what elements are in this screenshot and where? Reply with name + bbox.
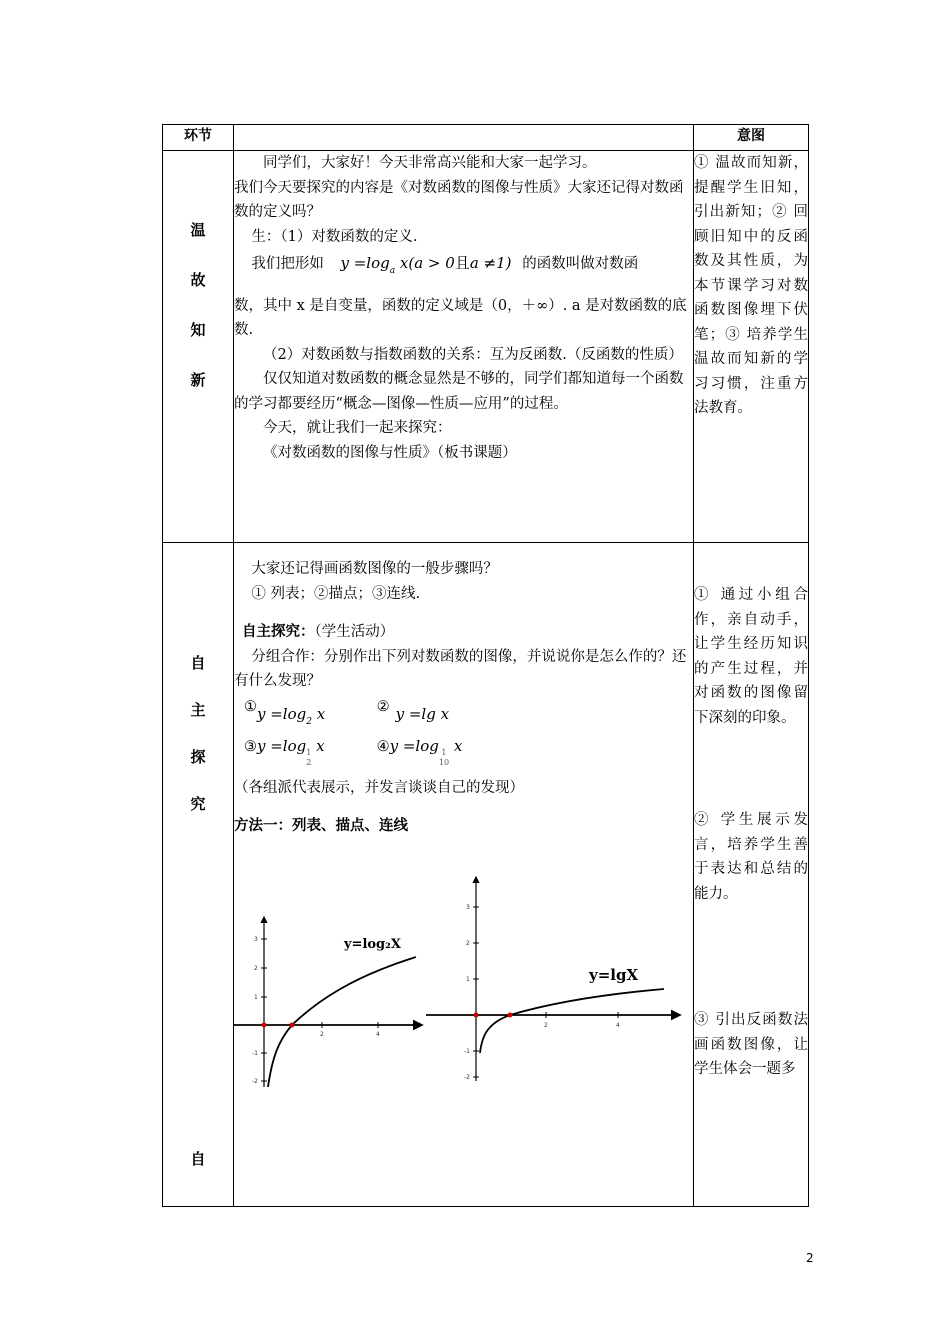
today-intro: 今天，就让我们一起来探究： — [263, 420, 452, 436]
function-item: ② y =lg x — [376, 698, 450, 723]
x-tick-label: 4 — [616, 1021, 620, 1029]
section1-intent: ① 温故而知新，提醒学生旧知，引出新知；② 回顾旧知中的反函数及其性质，为本节课学习对数函数图像埋下伏笔；③ 培养学生温故而知新的学习习惯，注重方法教育。 — [694, 151, 809, 543]
steps-question: 大家还记得画函数图像的一般步骤吗？ — [251, 561, 498, 577]
y-tick-label: 1 — [466, 975, 470, 983]
point-marker — [290, 1022, 295, 1027]
point-marker — [474, 1012, 479, 1017]
domain-text: 数，其中 x 是自变量，函数的定义域是（0，＋∞）. a 是对数函数的底数. — [234, 297, 687, 338]
header-stage: 环节 — [163, 125, 234, 151]
group-task: 分组合作：分别作出下列对数函数的图像，并说说你是怎么作的？还有什么发现？ — [234, 648, 687, 689]
graph1-label: y=log₂X — [344, 936, 401, 952]
greeting: 同学们，大家好！今天非常高兴能和大家一起学习。 — [263, 155, 597, 171]
intent-3: ③ 引出反函数法画函数图像，让学生体会一题多 — [694, 1012, 808, 1077]
group-presentation: （各组派代表展示，并发言谈谈自己的发现） — [234, 779, 524, 796]
section2-label-char: 究 — [190, 795, 206, 813]
y-tick-label: 3 — [466, 903, 470, 911]
y-tick-label: 1 — [254, 993, 258, 1001]
graph-lg — [424, 873, 684, 1088]
section1-label-char: 温 — [190, 221, 206, 239]
intent-2: ② 学生展示发言，培养学生善于表达和总结的能力。 — [694, 812, 808, 902]
steps-list: ① 列表；②描点；③连线. — [251, 585, 421, 602]
page-number: 2 — [806, 1251, 814, 1265]
point-marker — [262, 1022, 267, 1027]
section2-label-char: 主 — [190, 701, 206, 719]
lesson-title: 《对数函数的图像与性质》（板书课题） — [263, 444, 517, 461]
y-tick-label: 2 — [254, 964, 258, 972]
graph-log2 — [232, 909, 427, 1089]
section1-label-char: 知 — [190, 321, 206, 339]
function-list — [234, 694, 693, 782]
y-tick-label: -2 — [252, 1077, 258, 1085]
method-one: 方法一：列表、描点、连线 — [234, 818, 408, 834]
lesson-table — [162, 124, 809, 1207]
section1-label-char: 故 — [190, 271, 206, 289]
header-content — [234, 125, 694, 151]
section2-content — [234, 543, 694, 1207]
section1-content — [234, 151, 694, 543]
y-tick-label: 3 — [254, 935, 258, 943]
exploration-heading: 自主探究：（学生活动） — [242, 624, 395, 640]
section1-label-char: 新 — [190, 371, 206, 389]
log2-curve — [268, 957, 416, 1087]
header-intent: 意图 — [694, 125, 809, 151]
section2-label — [163, 543, 234, 1207]
topic-intro: 我们今天要探究的内容是《对数函数的图像与性质》大家还记得对数函数的定义吗？ — [234, 179, 684, 220]
function-item: ④y =log 1 10 x — [376, 736, 463, 767]
y-tick-label: -2 — [464, 1073, 470, 1081]
log-definition-formula: $y =\log_a$ x(a > 0且a ≠1) — [340, 254, 512, 276]
x-tick-label: 2 — [320, 1030, 324, 1038]
section2-label-next: 自 — [190, 1150, 206, 1168]
student-answer: 生：（1）对数函数的定义. — [251, 228, 418, 245]
y-tick-label: -1 — [252, 1049, 258, 1057]
definition-before: 我们把形如 — [251, 256, 324, 272]
section1-label — [163, 151, 234, 543]
x-tick-label: 2 — [544, 1021, 548, 1029]
graphs-area — [234, 849, 693, 1085]
graph2-label: y=lgX — [589, 965, 639, 984]
definition-line — [234, 251, 693, 284]
point-marker — [508, 1012, 513, 1017]
lg-curve — [480, 989, 664, 1053]
function-item: ③y =log1 2 x — [244, 736, 325, 767]
y-tick-label: 2 — [466, 939, 470, 947]
y-tick-label: -1 — [464, 1047, 470, 1055]
function-item: ①y $=\log_2$ x — [244, 698, 326, 727]
x-tick-label: 4 — [376, 1030, 380, 1038]
section2-label-char: 自 — [190, 654, 206, 672]
intent-1: ① 通过小组合作，亲自动手，让学生经历知识的产生过程，并对函数的图像留下深刻的印象。 — [694, 587, 808, 726]
definition-after: 的函数叫做对数函 — [522, 256, 639, 272]
learning-process: 仅仅知道对数函数的概念显然是不够的，同学们都知道每一个函数的学习都要经历“概念—图像—性质—应用”的过程。 — [234, 371, 684, 412]
inverse-relation: （2）对数函数与指数函数的关系：互为反函数.（反函数的性质） — [263, 346, 683, 363]
section2-label-char: 探 — [190, 748, 206, 766]
section2-intent — [694, 543, 809, 1207]
